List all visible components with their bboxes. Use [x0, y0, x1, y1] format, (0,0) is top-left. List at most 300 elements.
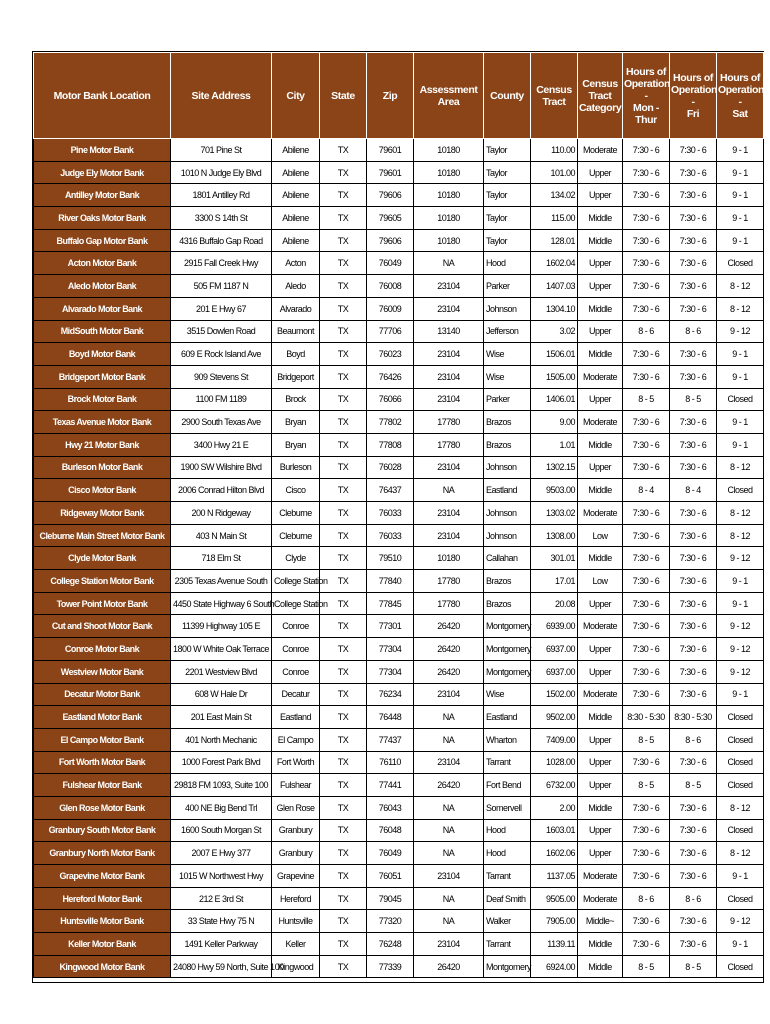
table-row [34, 184, 764, 207]
city-cell: Glen Rose [272, 796, 320, 819]
address-cell: 200 N Ridgeway [171, 502, 272, 525]
state-cell: TX [320, 887, 367, 910]
city-cell: Fulshear [272, 774, 320, 797]
location-cell: Cisco Motor Bank [34, 479, 171, 502]
location-cell: Keller Motor Bank [34, 933, 171, 956]
city-cell: Acton [272, 252, 320, 275]
county-cell: Taylor [484, 184, 531, 207]
table-row [34, 865, 764, 888]
header-line: Hours of [626, 65, 666, 78]
city-cell: Bryan [272, 433, 320, 456]
header-row [34, 53, 764, 139]
table-row [34, 592, 764, 615]
census-tract-cell: 1502.00 [531, 683, 578, 706]
hours-fri-cell: 8 - 5 [670, 774, 717, 797]
tract-category-cell: Upper [578, 388, 623, 411]
hours-mon-thur-cell: 8 - 5 [623, 774, 670, 797]
hours-mon-thur-cell: 7:30 - 6 [623, 502, 670, 525]
zip-cell: 76033 [367, 502, 414, 525]
location-cell: Aledo Motor Bank [34, 275, 171, 298]
assessment-area-cell: 17780 [414, 570, 484, 593]
location-cell: College Station Motor Bank [34, 570, 171, 593]
table-row [34, 774, 764, 797]
header-line: Category [579, 101, 622, 114]
city-cell: Conroe [272, 638, 320, 661]
location-cell: Grapevine Motor Bank [34, 865, 171, 888]
county-cell: Taylor [484, 207, 531, 230]
city-cell: Granbury [272, 842, 320, 865]
hours-sat-cell: 9 - 12 [717, 547, 764, 570]
census-tract-cell: 1308.00 [531, 524, 578, 547]
table-row [34, 524, 764, 547]
location-cell: Judge Ely Motor Bank [34, 161, 171, 184]
hours-mon-thur-cell: 8 - 5 [623, 388, 670, 411]
hours-sat-cell: Closed [717, 388, 764, 411]
tract-category-cell: Upper [578, 592, 623, 615]
city-cell: Grapevine [272, 865, 320, 888]
census-tract-cell: 1407.03 [531, 275, 578, 298]
tract-category-cell: Middle [578, 547, 623, 570]
city-cell: Abilene [272, 229, 320, 252]
header-line: Mon -Thur [633, 101, 659, 126]
hours-sat-cell: 9 - 1 [717, 433, 764, 456]
header-hours-mon-thur [623, 53, 670, 139]
city-cell: Abilene [272, 139, 320, 162]
location-cell: Alvarado Motor Bank [34, 297, 171, 320]
county-cell: Taylor [484, 229, 531, 252]
state-cell: TX [320, 343, 367, 366]
hours-fri-cell: 7:30 - 6 [670, 683, 717, 706]
hours-fri-cell: 7:30 - 6 [670, 842, 717, 865]
hours-sat-cell: 9 - 1 [717, 865, 764, 888]
location-cell: Pine Motor Bank [34, 139, 171, 162]
city-cell: Keller [272, 933, 320, 956]
county-cell: Taylor [484, 161, 531, 184]
zip-cell: 77845 [367, 592, 414, 615]
hours-mon-thur-cell: 7:30 - 6 [623, 910, 670, 933]
county-cell: Brazos [484, 592, 531, 615]
zip-cell: 77339 [367, 955, 414, 978]
zip-cell: 77437 [367, 728, 414, 751]
table-row [34, 638, 764, 661]
address-cell: 1491 Keller Parkway [171, 933, 272, 956]
hours-sat-cell: 9 - 1 [717, 570, 764, 593]
hours-fri-cell: 8 - 6 [670, 887, 717, 910]
location-cell: Acton Motor Bank [34, 252, 171, 275]
hours-mon-thur-cell: 7:30 - 6 [623, 297, 670, 320]
census-tract-cell: 7905.00 [531, 910, 578, 933]
table-row [34, 842, 764, 865]
hours-mon-thur-cell: 7:30 - 6 [623, 229, 670, 252]
location-cell: Ridgeway Motor Bank [34, 502, 171, 525]
hours-sat-cell: 8 - 12 [717, 796, 764, 819]
hours-sat-cell: 9 - 1 [717, 229, 764, 252]
location-cell: Cleburne Main Street Motor Bank [34, 524, 171, 547]
census-tract-cell: 110.00 [531, 139, 578, 162]
location-cell: Fulshear Motor Bank [34, 774, 171, 797]
location-cell: Clyde Motor Bank [34, 547, 171, 570]
address-cell: 403 N Main St [171, 524, 272, 547]
hours-mon-thur-cell: 7:30 - 6 [623, 615, 670, 638]
header-line: - [644, 89, 648, 102]
census-tract-cell: 9503.00 [531, 479, 578, 502]
census-tract-cell: 1.01 [531, 433, 578, 456]
address-cell: 1010 N Judge Ely Blvd [171, 161, 272, 184]
tract-category-cell: Moderate [578, 615, 623, 638]
census-tract-cell: 9505.00 [531, 887, 578, 910]
tract-category-cell: Upper [578, 184, 623, 207]
assessment-area-cell: 23104 [414, 524, 484, 547]
table-body [34, 139, 764, 978]
location-cell: Kingwood Motor Bank [34, 955, 171, 978]
county-cell: Tarrant [484, 751, 531, 774]
county-cell: Eastland [484, 706, 531, 729]
tract-category-cell: Middle [578, 796, 623, 819]
assessment-area-cell: 17780 [414, 592, 484, 615]
hours-sat-cell: 9 - 12 [717, 638, 764, 661]
hours-fri-cell: 7:30 - 6 [670, 207, 717, 230]
assessment-area-cell: 23104 [414, 502, 484, 525]
state-cell: TX [320, 365, 367, 388]
tract-category-cell: Upper [578, 660, 623, 683]
hours-mon-thur-cell: 7:30 - 6 [623, 865, 670, 888]
hours-fri-cell: 8 - 6 [670, 728, 717, 751]
hours-sat-cell: 9 - 12 [717, 660, 764, 683]
city-cell: El Campo [272, 728, 320, 751]
address-cell: 1100 FM 1189 [171, 388, 272, 411]
hours-sat-cell: 8 - 12 [717, 275, 764, 298]
address-cell: 29818 FM 1093, Suite 100 [171, 774, 272, 797]
address-cell: 401 North Mechanic [171, 728, 272, 751]
location-cell: Bridgeport Motor Bank [34, 365, 171, 388]
hours-mon-thur-cell: 7:30 - 6 [623, 139, 670, 162]
state-cell: TX [320, 184, 367, 207]
state-cell: TX [320, 842, 367, 865]
assessment-area-cell: NA [414, 706, 484, 729]
address-cell: 1000 Forest Park Blvd [171, 751, 272, 774]
address-cell: 400 NE Big Bend Trl [171, 796, 272, 819]
hours-fri-cell: 7:30 - 6 [670, 819, 717, 842]
state-cell: TX [320, 865, 367, 888]
address-cell: 2900 South Texas Ave [171, 411, 272, 434]
state-cell: TX [320, 275, 367, 298]
hours-fri-cell: 7:30 - 6 [670, 638, 717, 661]
county-cell: Hood [484, 842, 531, 865]
header-assessment-area: Assessment Area [414, 53, 484, 139]
zip-cell: 79605 [367, 207, 414, 230]
hours-fri-cell: 7:30 - 6 [670, 615, 717, 638]
hours-mon-thur-cell: 7:30 - 6 [623, 207, 670, 230]
tract-category-cell: Middle [578, 955, 623, 978]
tract-category-cell: Moderate [578, 365, 623, 388]
county-cell: Johnson [484, 524, 531, 547]
table-row [34, 615, 764, 638]
address-cell: 212 E 3rd St [171, 887, 272, 910]
zip-cell: 77706 [367, 320, 414, 343]
hours-mon-thur-cell: 8 - 5 [623, 728, 670, 751]
city-cell: Burleson [272, 456, 320, 479]
header-line: - [738, 95, 742, 108]
assessment-area-cell: 10180 [414, 547, 484, 570]
zip-cell: 77301 [367, 615, 414, 638]
hours-fri-cell: 8 - 6 [670, 320, 717, 343]
hours-sat-cell: Closed [717, 751, 764, 774]
census-tract-cell: 6937.00 [531, 660, 578, 683]
state-cell: TX [320, 751, 367, 774]
city-cell: Granbury [272, 819, 320, 842]
table-row [34, 297, 764, 320]
zip-cell: 76049 [367, 252, 414, 275]
state-cell: TX [320, 297, 367, 320]
hours-sat-cell: Closed [717, 819, 764, 842]
zip-cell: 76426 [367, 365, 414, 388]
hours-sat-cell: 8 - 12 [717, 524, 764, 547]
hours-mon-thur-cell: 8 - 6 [623, 320, 670, 343]
header-line: Hours of [673, 71, 713, 84]
city-cell: Bryan [272, 411, 320, 434]
address-cell: 3300 S 14th St [171, 207, 272, 230]
hours-fri-cell: 7:30 - 6 [670, 547, 717, 570]
location-cell: Burleson Motor Bank [34, 456, 171, 479]
tract-category-cell: Moderate [578, 139, 623, 162]
hours-fri-cell: 7:30 - 6 [670, 252, 717, 275]
location-cell: Boyd Motor Bank [34, 343, 171, 366]
county-cell: Wise [484, 683, 531, 706]
table-row [34, 411, 764, 434]
table-row [34, 456, 764, 479]
hours-sat-cell: 9 - 1 [717, 933, 764, 956]
census-tract-cell: 6924.00 [531, 955, 578, 978]
hours-mon-thur-cell: 7:30 - 6 [623, 547, 670, 570]
assessment-area-cell: 23104 [414, 297, 484, 320]
census-tract-cell: 6732.00 [531, 774, 578, 797]
census-tract-cell: 1406.01 [531, 388, 578, 411]
city-cell: Clyde [272, 547, 320, 570]
city-cell: Abilene [272, 184, 320, 207]
city-cell: Cleburne [272, 502, 320, 525]
table-row [34, 320, 764, 343]
table-row [34, 955, 764, 978]
hours-fri-cell: 7:30 - 6 [670, 751, 717, 774]
address-cell: 11399 Highway 105 E [171, 615, 272, 638]
table-row [34, 161, 764, 184]
city-cell: Conroe [272, 615, 320, 638]
hours-mon-thur-cell: 7:30 - 6 [623, 365, 670, 388]
assessment-area-cell: 26420 [414, 774, 484, 797]
assessment-area-cell: NA [414, 479, 484, 502]
assessment-area-cell: 23104 [414, 933, 484, 956]
census-tract-cell: 1602.06 [531, 842, 578, 865]
table-row [34, 910, 764, 933]
county-cell: Fort Bend [484, 774, 531, 797]
table-row [34, 365, 764, 388]
table-row [34, 139, 764, 162]
hours-sat-cell: 8 - 12 [717, 842, 764, 865]
county-cell: Tarrant [484, 933, 531, 956]
hours-fri-cell: 7:30 - 6 [670, 456, 717, 479]
table-row [34, 388, 764, 411]
assessment-area-cell: 23104 [414, 343, 484, 366]
tract-category-cell: Upper [578, 638, 623, 661]
hours-sat-cell: 9 - 1 [717, 343, 764, 366]
hours-mon-thur-cell: 7:30 - 6 [623, 933, 670, 956]
county-cell: Johnson [484, 456, 531, 479]
county-cell: Parker [484, 275, 531, 298]
hours-sat-cell: Closed [717, 252, 764, 275]
zip-cell: 76008 [367, 275, 414, 298]
hours-sat-cell: 9 - 12 [717, 615, 764, 638]
assessment-area-cell: 10180 [414, 207, 484, 230]
state-cell: TX [320, 139, 367, 162]
hours-sat-cell: 9 - 1 [717, 365, 764, 388]
location-cell: Brock Motor Bank [34, 388, 171, 411]
hours-mon-thur-cell: 7:30 - 6 [623, 592, 670, 615]
table-row [34, 252, 764, 275]
zip-cell: 77808 [367, 433, 414, 456]
state-cell: TX [320, 433, 367, 456]
table-row [34, 207, 764, 230]
assessment-area-cell: NA [414, 887, 484, 910]
county-cell: Hood [484, 819, 531, 842]
county-cell: Walker [484, 910, 531, 933]
tract-category-cell: Middle [578, 229, 623, 252]
state-cell: TX [320, 819, 367, 842]
city-cell: Bridgeport [272, 365, 320, 388]
hours-sat-cell: Closed [717, 706, 764, 729]
county-cell: Somervell [484, 796, 531, 819]
location-cell: Hwy 21 Motor Bank [34, 433, 171, 456]
zip-cell: 77320 [367, 910, 414, 933]
tract-category-cell: Middle [578, 297, 623, 320]
county-cell: Eastland [484, 479, 531, 502]
table-row [34, 751, 764, 774]
address-cell: 4316 Buffalo Gap Road [171, 229, 272, 252]
census-tract-cell: 1302.15 [531, 456, 578, 479]
hours-fri-cell: 7:30 - 6 [670, 184, 717, 207]
hours-mon-thur-cell: 8 - 6 [623, 887, 670, 910]
tract-category-cell: Upper [578, 774, 623, 797]
county-cell: Wharton [484, 728, 531, 751]
zip-cell: 76023 [367, 343, 414, 366]
address-cell: 201 East Main St [171, 706, 272, 729]
table-row [34, 728, 764, 751]
census-tract-cell: 101.00 [531, 161, 578, 184]
table-row [34, 819, 764, 842]
assessment-area-cell: 23104 [414, 388, 484, 411]
location-cell: Huntsville Motor Bank [34, 910, 171, 933]
table-row [34, 570, 764, 593]
tract-category-cell: Upper [578, 728, 623, 751]
hours-mon-thur-cell: 7:30 - 6 [623, 796, 670, 819]
hours-sat-cell: 9 - 1 [717, 161, 764, 184]
hours-sat-cell: 8 - 12 [717, 456, 764, 479]
city-cell: Kingwood [272, 955, 320, 978]
hours-sat-cell: Closed [717, 887, 764, 910]
state-cell: TX [320, 161, 367, 184]
city-cell: Aledo [272, 275, 320, 298]
hours-mon-thur-cell: 7:30 - 6 [623, 842, 670, 865]
zip-cell: 77304 [367, 660, 414, 683]
hours-fri-cell: 7:30 - 6 [670, 139, 717, 162]
address-cell: 1801 Antilley Rd [171, 184, 272, 207]
assessment-area-cell: 10180 [414, 161, 484, 184]
hours-fri-cell: 8 - 4 [670, 479, 717, 502]
hours-mon-thur-cell: 7:30 - 6 [623, 252, 670, 275]
hours-fri-cell: 7:30 - 6 [670, 297, 717, 320]
assessment-area-cell: 23104 [414, 456, 484, 479]
address-cell: 3400 Hwy 21 E [171, 433, 272, 456]
hours-sat-cell: 9 - 1 [717, 184, 764, 207]
assessment-area-cell: 23104 [414, 365, 484, 388]
hours-fri-cell: 7:30 - 6 [670, 161, 717, 184]
census-tract-cell: 134.02 [531, 184, 578, 207]
location-cell: Texas Avenue Motor Bank [34, 411, 171, 434]
location-cell: Fort Worth Motor Bank [34, 751, 171, 774]
address-cell: 608 W Hale Dr [171, 683, 272, 706]
assessment-area-cell: 26420 [414, 660, 484, 683]
city-cell: Conroe [272, 660, 320, 683]
location-cell: Decatur Motor Bank [34, 683, 171, 706]
tract-category-cell: Moderate [578, 865, 623, 888]
tract-category-cell: Upper [578, 751, 623, 774]
table-row [34, 343, 764, 366]
hours-mon-thur-cell: 7:30 - 6 [623, 456, 670, 479]
census-tract-cell: 6939.00 [531, 615, 578, 638]
zip-cell: 77304 [367, 638, 414, 661]
state-cell: TX [320, 774, 367, 797]
tract-category-cell: Moderate [578, 502, 623, 525]
hours-mon-thur-cell: 7:30 - 6 [623, 433, 670, 456]
hours-sat-cell: Closed [717, 774, 764, 797]
state-cell: TX [320, 638, 367, 661]
hours-fri-cell: 8:30 - 5:30 [670, 706, 717, 729]
hours-mon-thur-cell: 7:30 - 6 [623, 683, 670, 706]
census-tract-cell: 115.00 [531, 207, 578, 230]
address-cell: 909 Stevens St [171, 365, 272, 388]
location-cell: El Campo Motor Bank [34, 728, 171, 751]
assessment-area-cell: NA [414, 796, 484, 819]
census-tract-cell: 1506.01 [531, 343, 578, 366]
assessment-area-cell: 13140 [414, 320, 484, 343]
location-cell: Tower Point Motor Bank [34, 592, 171, 615]
census-tract-cell: 9.00 [531, 411, 578, 434]
census-tract-cell: 7409.00 [531, 728, 578, 751]
hours-fri-cell: 7:30 - 6 [670, 933, 717, 956]
census-tract-cell: 1139.11 [531, 933, 578, 956]
state-cell: TX [320, 683, 367, 706]
tract-category-cell: Upper [578, 819, 623, 842]
hours-mon-thur-cell: 7:30 - 6 [623, 751, 670, 774]
county-cell: Johnson [484, 297, 531, 320]
location-cell: Glen Rose Motor Bank [34, 796, 171, 819]
county-cell: Tarrant [484, 865, 531, 888]
address-cell: 505 FM 1187 N [171, 275, 272, 298]
tract-category-cell: Upper [578, 275, 623, 298]
hours-fri-cell: 7:30 - 6 [670, 570, 717, 593]
tract-category-cell: Low [578, 524, 623, 547]
state-cell: TX [320, 706, 367, 729]
hours-fri-cell: 7:30 - 6 [670, 502, 717, 525]
table-row [34, 933, 764, 956]
city-cell: Cleburne [272, 524, 320, 547]
zip-cell: 79601 [367, 161, 414, 184]
hours-mon-thur-cell: 7:30 - 6 [623, 411, 670, 434]
header-county: County [484, 53, 531, 139]
zip-cell: 76448 [367, 706, 414, 729]
address-cell: 4450 State Highway 6 South [171, 592, 272, 615]
tract-category-cell: Low [578, 570, 623, 593]
state-cell: TX [320, 388, 367, 411]
